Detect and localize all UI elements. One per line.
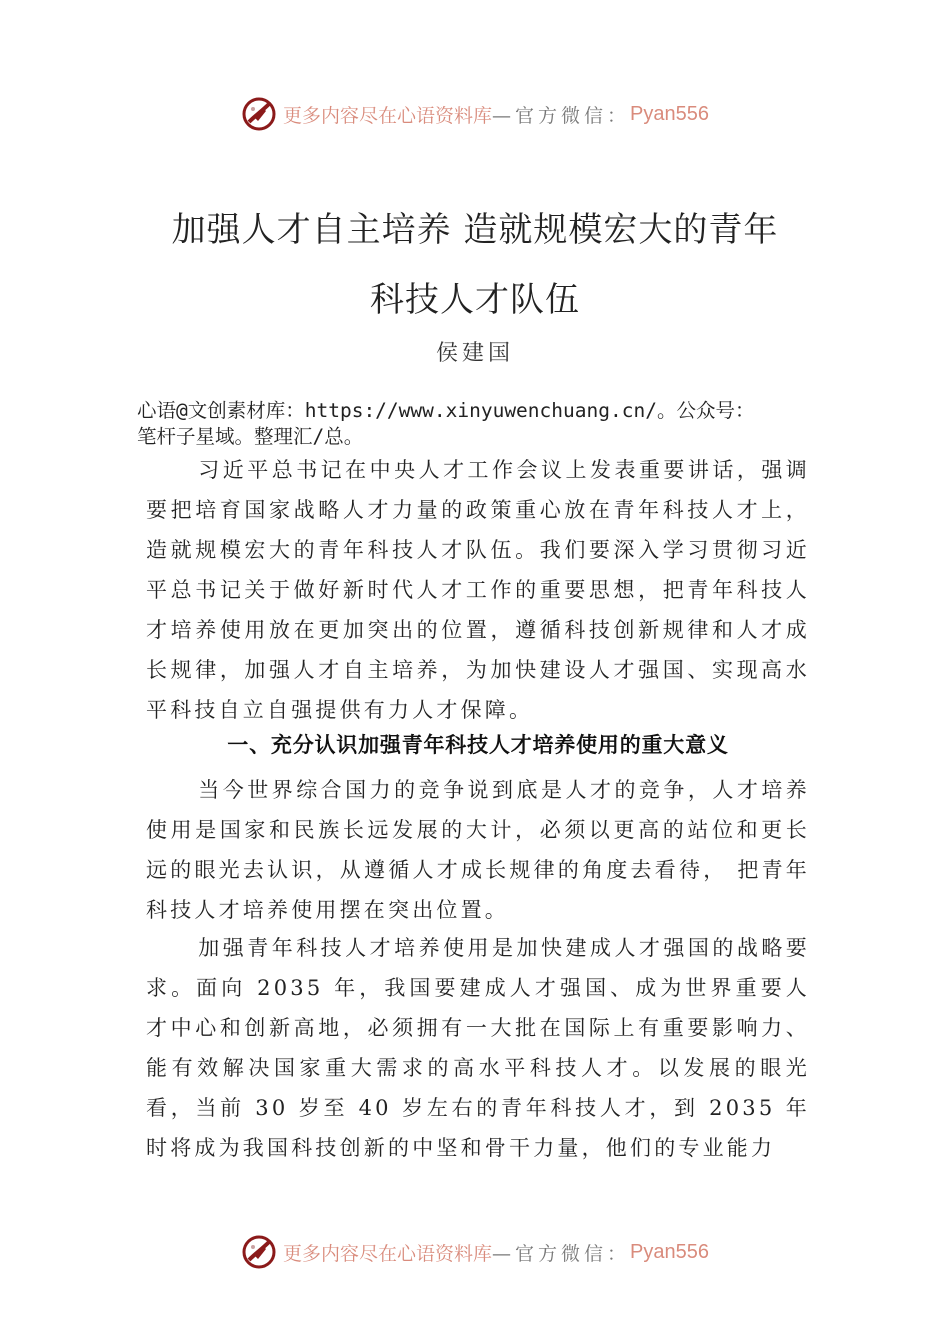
document-title-line2: 科技人才队伍 <box>370 280 580 320</box>
paragraph-2-text: 当今世界综合国力的竞争说到底是人才的竞争，人才培养使用是国家和民族长远发展的大计，必须以更高的站位和更长远的眼光去认识，从遵循人才成长规律的角度去看待， 把青年科技人才培养使用摆在突出位置。 <box>146 778 810 922</box>
watermark-text: 更多内容尽在心语资料库 <box>283 104 493 127</box>
section-heading-1: 一、充分认识加强青年科技人才培养使用的重大意义 <box>227 733 729 757</box>
watermark-wechat-label: —官方微信： <box>492 1242 631 1265</box>
pen-nib-logo-icon <box>241 1234 277 1270</box>
document-author: 侯建国 <box>435 341 514 366</box>
watermark-wechat-id: Pyan556 <box>630 102 709 125</box>
document-title-line1: 加强人才自主培养 造就规模宏大的青年 <box>171 210 779 250</box>
watermark-wechat-id: Pyan556 <box>630 1240 709 1263</box>
body-paragraph-1 <box>146 450 810 730</box>
footer-watermark-banner <box>0 1232 950 1272</box>
source-note-line2: 笔杆子星域。整理汇/总。 <box>137 425 364 448</box>
paragraph-3-text: 加强青年科技人才培养使用是加快建成人才强国的战略要求。面向 2035 年，我国要建成人才强国、成为世界重要人才中心和创新高地，必须拥有一大批在国际上有重要影响力、能有效解决国家重大需求的高水平科技人才。以发展的眼光看，当前 30 岁至 40 岁左右的青年科技人才，到 2035 年时将成为我国科技创新的中坚和骨干力量，他们的专业能力 <box>146 936 810 1160</box>
watermark-wechat-label: —官方微信： <box>492 104 631 127</box>
header-watermark-banner <box>0 94 950 134</box>
paragraph-1-text: 习近平总书记在中央人才工作会议上发表重要讲话，强调要把培育国家战略人才力量的政策重心放在青年科技人才上，造就规模宏大的青年科技人才队伍。我们要深入学习贯彻习近平总书记关于做好新时代人才工作的重要思想，把青年科技人才培养使用放在更加突出的位置，遵循科技创新规律和人才成长规律，加强人才自主培养，为加快建设人才强国、实现高水平科技自立自强提供有力人才保障。 <box>146 458 810 722</box>
watermark-text: 更多内容尽在心语资料库 <box>283 1242 493 1265</box>
source-note-line1: 心语@文创素材库：https://www.xinyuwenchuang.cn/。公众号： <box>137 399 755 422</box>
body-paragraph-3 <box>146 928 810 1168</box>
body-paragraph-2 <box>146 770 810 930</box>
pen-nib-logo-icon <box>241 96 277 132</box>
source-note <box>137 398 857 450</box>
